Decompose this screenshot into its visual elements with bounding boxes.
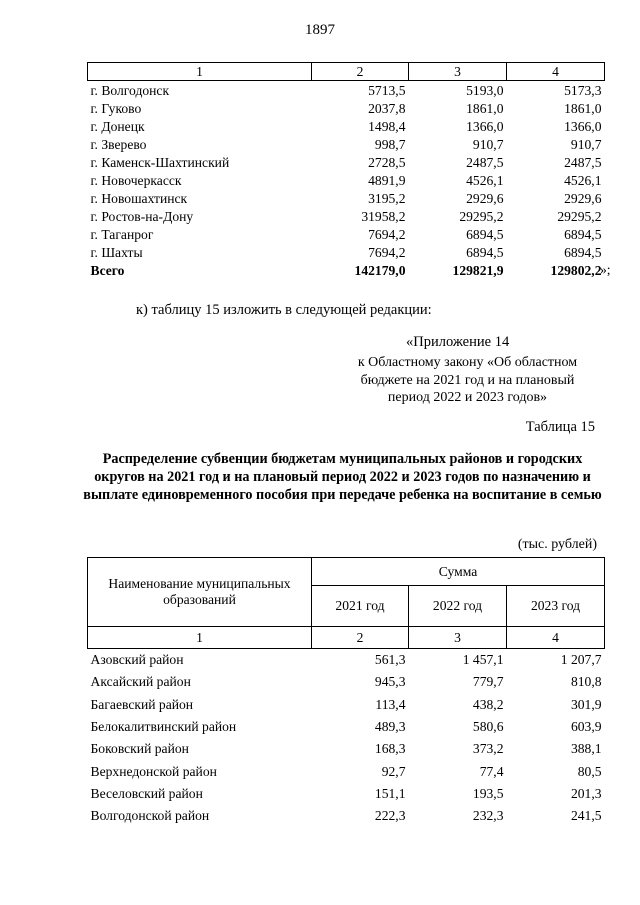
col-header-year: 2021 год — [312, 586, 409, 627]
value-cell: 7694,2 — [368, 245, 406, 261]
value-cell: 2929,6 — [564, 191, 602, 207]
value-cell: 910,7 — [570, 136, 602, 152]
table-closing-quote: »; — [600, 262, 611, 277]
value-cell: 810,8 — [570, 674, 602, 690]
col-header-sum: Сумма — [312, 558, 605, 586]
value-cell: 6894,5 — [466, 227, 504, 243]
value-cell: 5713,5 — [368, 82, 406, 98]
col-number: 4 — [507, 627, 605, 649]
district-cell: Веселовский район — [90, 785, 203, 801]
value-cell: 77,4 — [479, 763, 504, 779]
value-cell: 151,1 — [374, 785, 406, 801]
name-cell: г. Каменск-Шахтинский — [90, 154, 230, 170]
table-row — [88, 226, 605, 244]
value-cell: 80,5 — [577, 763, 602, 779]
total-value: 142179,0 — [354, 263, 406, 279]
table-row — [88, 760, 605, 782]
value-cell: 1861,0 — [466, 100, 504, 116]
value-cell: 2487,5 — [564, 154, 602, 170]
value-cell: 201,3 — [570, 785, 602, 801]
value-cell: 1498,4 — [368, 118, 406, 134]
value-cell: 4891,9 — [368, 173, 406, 189]
value-cell: 29295,2 — [557, 209, 602, 225]
col-number: 1 — [88, 627, 312, 649]
district-cell: Багаевский район — [90, 696, 194, 712]
district-cell: Боковский район — [90, 741, 189, 757]
col-header-name: Наименование муниципальных образований — [88, 558, 312, 627]
value-cell: 1366,0 — [466, 118, 504, 134]
table-row — [88, 153, 605, 171]
table-row — [88, 99, 605, 117]
table-row — [88, 81, 605, 100]
table-row — [88, 190, 605, 208]
value-cell: 5173,3 — [564, 82, 602, 98]
name-cell: г. Гуково — [90, 100, 142, 116]
value-cell: 438,2 — [472, 696, 504, 712]
value-cell: 29295,2 — [459, 209, 504, 225]
table-row — [88, 649, 605, 672]
value-cell: 388,1 — [570, 741, 602, 757]
value-cell: 580,6 — [472, 719, 504, 735]
name-cell: г. Новочеркасск — [90, 173, 182, 189]
value-cell: 3195,2 — [368, 191, 406, 207]
value-cell: 2487,5 — [466, 154, 504, 170]
previous-table — [87, 62, 605, 280]
value-cell: 2728,5 — [368, 154, 406, 170]
appendix-title: «Приложение 14 — [406, 334, 510, 350]
value-cell: 4526,1 — [564, 173, 602, 189]
value-cell: 193,5 — [472, 785, 504, 801]
value-cell: 4526,1 — [466, 173, 504, 189]
table-row — [88, 716, 605, 738]
value-cell: 2037,8 — [368, 100, 406, 116]
value-cell: 2929,6 — [466, 191, 504, 207]
value-cell: 945,3 — [374, 674, 406, 690]
value-cell: 1 457,1 — [462, 652, 504, 668]
table-row — [88, 671, 605, 693]
value-cell: 779,7 — [472, 674, 504, 690]
name-cell: г. Шахты — [90, 245, 143, 261]
page-number: 1897 — [305, 22, 335, 38]
subvention-table — [87, 557, 605, 827]
col-header-year: 2022 год — [409, 586, 507, 627]
value-cell: 7694,2 — [368, 227, 406, 243]
value-cell: 6894,5 — [564, 227, 602, 243]
value-cell: 241,5 — [570, 808, 602, 824]
value-cell: 561,3 — [374, 652, 406, 668]
table-row — [88, 117, 605, 135]
col-number: 3 — [409, 63, 507, 81]
table-row — [88, 171, 605, 189]
total-value: 129802,2 — [550, 263, 602, 279]
value-cell: 222,3 — [374, 808, 406, 824]
name-cell: г. Новошахтинск — [90, 191, 188, 207]
value-cell: 113,4 — [375, 696, 406, 712]
table-row — [88, 694, 605, 716]
amendment-instruction: к) таблицу 15 изложить в следующей редакции: — [136, 302, 432, 318]
value-cell: 301,9 — [570, 696, 602, 712]
value-cell: 1366,0 — [564, 118, 602, 134]
col-number: 4 — [507, 63, 605, 81]
col-header-year: 2023 год — [507, 586, 605, 627]
value-cell: 31958,2 — [361, 209, 406, 225]
table-heading: Распределение субвенции бюджетам муниципальных районов и городских округов на 2021 год и на плановый период 2022 и 2023 годов по назначению и выплате единовременного пособия при передаче ребенка на воспитание в семью — [83, 451, 602, 503]
district-cell: Верхнедонской район — [90, 763, 217, 779]
value-cell: 1861,0 — [564, 100, 602, 116]
total-row — [88, 262, 605, 280]
value-cell: 232,3 — [472, 808, 504, 824]
value-cell: 168,3 — [374, 741, 406, 757]
district-cell: Белокалитвинский район — [90, 719, 237, 735]
name-cell: г. Таганрог — [90, 227, 154, 243]
value-cell: 92,7 — [381, 763, 406, 779]
col-number: 3 — [409, 627, 507, 649]
table-row — [88, 135, 605, 153]
name-cell: г. Зверево — [90, 136, 147, 152]
district-cell: Аксайский район — [90, 674, 191, 690]
table-label: Таблица 15 — [525, 419, 595, 435]
name-cell: г. Донецк — [90, 118, 145, 134]
table-row — [88, 208, 605, 226]
value-cell: 6894,5 — [466, 245, 504, 261]
col-number: 2 — [312, 63, 409, 81]
table-row — [88, 783, 605, 805]
value-cell: 6894,5 — [564, 245, 602, 261]
value-cell: 489,3 — [374, 719, 406, 735]
value-cell: 1 207,7 — [560, 652, 602, 668]
value-cell: 998,7 — [374, 136, 406, 152]
district-cell: Азовский район — [90, 652, 184, 668]
table-row — [88, 805, 605, 827]
table-row — [88, 244, 605, 262]
table-row — [88, 738, 605, 760]
total-label: Всего — [90, 263, 125, 279]
value-cell: 910,7 — [472, 136, 504, 152]
total-value: 129821,9 — [452, 263, 504, 279]
col-number: 1 — [88, 63, 312, 81]
value-cell: 373,2 — [472, 741, 504, 757]
district-cell: Волгодонской район — [90, 808, 210, 824]
name-cell: г. Ростов-на-Дону — [90, 209, 194, 225]
name-cell: г. Волгодонск — [90, 82, 170, 98]
appendix-reference: к Областному закону «Об областном бюджете на 2021 год и на плановый период 2022 и 2023 годов» — [357, 355, 578, 405]
table-header-row — [88, 63, 605, 81]
value-cell: 5193,0 — [466, 82, 504, 98]
col-number: 2 — [312, 627, 409, 649]
value-cell: 603,9 — [570, 719, 602, 735]
unit-label: (тыс. рублей) — [517, 537, 597, 552]
